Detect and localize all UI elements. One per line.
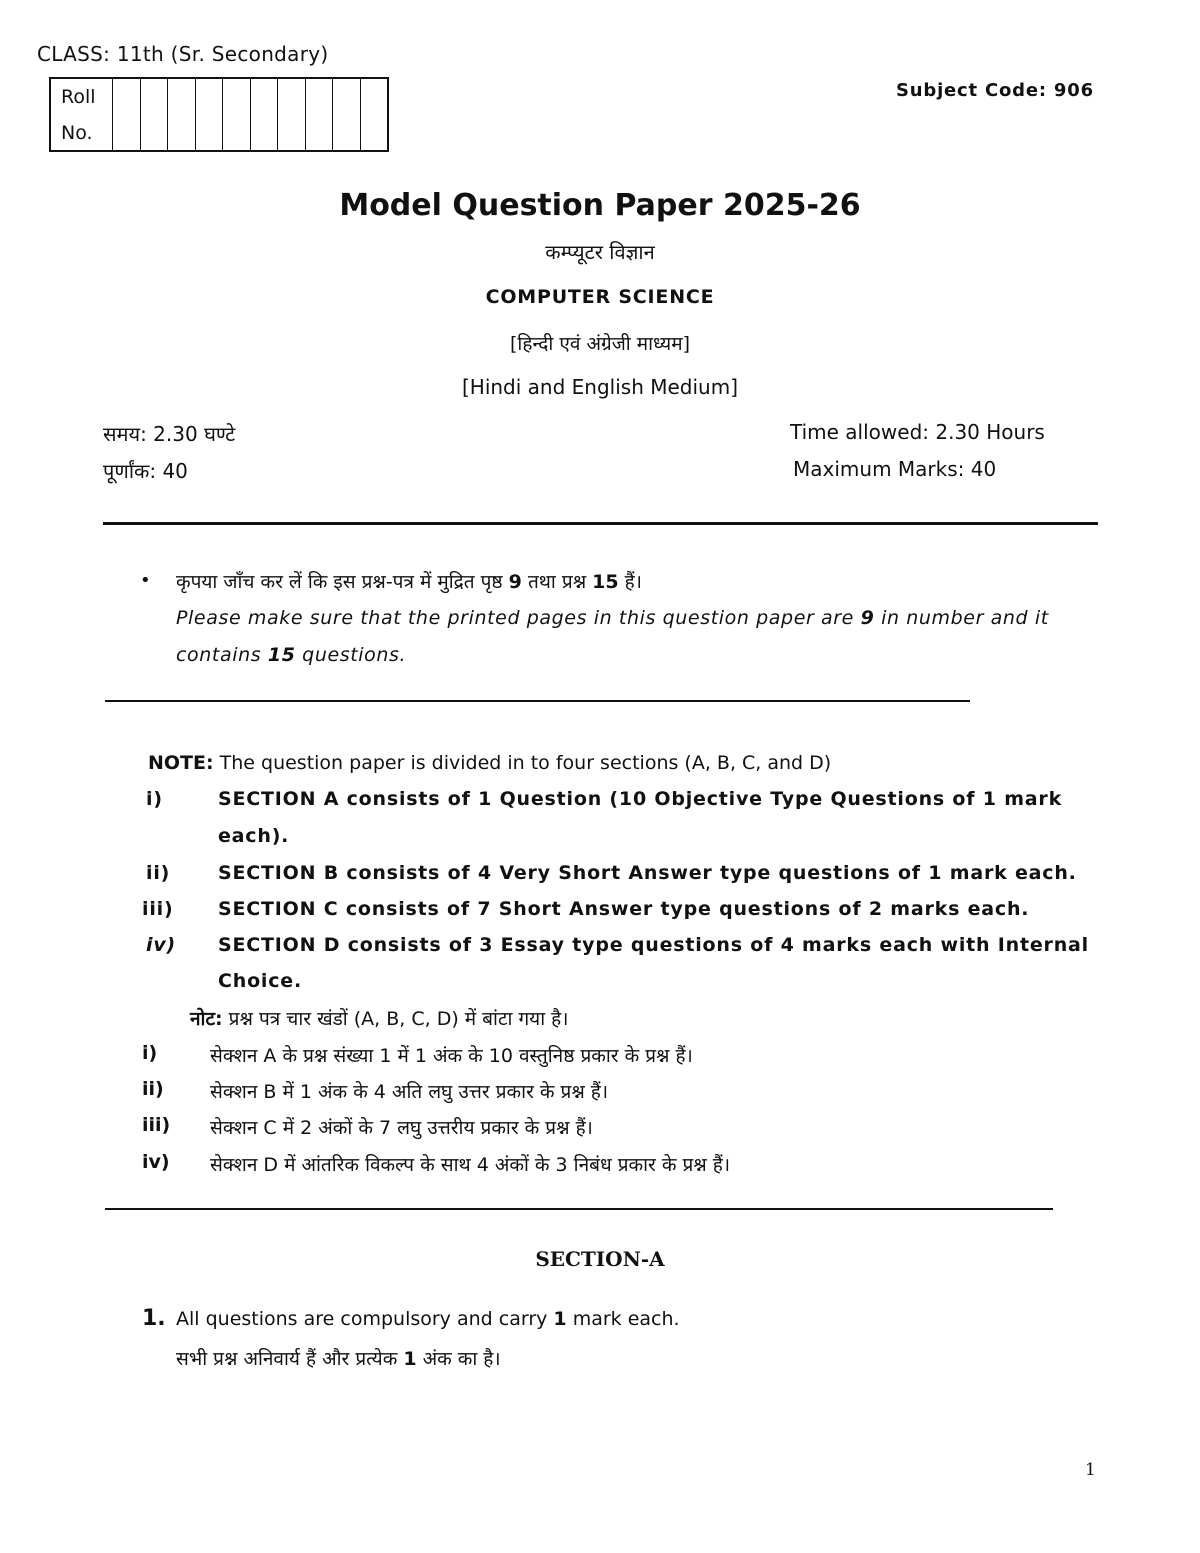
instruction-english-part: in number and it [874, 607, 1049, 629]
time-english: Time allowed: 2.30 Hours [790, 420, 1045, 444]
marks-hindi: पूर्णांक: 40 [103, 459, 188, 483]
roll-number-box[interactable] [49, 77, 389, 152]
instruction-hindi-part: कृपया जाँच कर लें कि इस प्रश्न-पत्र में मुद्रित पृष्ठ [176, 571, 509, 593]
roll-cell[interactable] [196, 79, 224, 150]
roll-cell[interactable] [223, 79, 251, 150]
divider-bottom [105, 1208, 1053, 1210]
roll-cell[interactable] [251, 79, 279, 150]
roll-label [51, 79, 113, 150]
medium-hindi: [हिन्दी एवं अंग्रेजी माध्यम] [510, 333, 690, 355]
roll-cell[interactable] [361, 79, 388, 150]
marks-english: Maximum Marks: 40 [793, 457, 997, 481]
section-a-heading: SECTION-A [535, 1247, 665, 1271]
note-hindi-text: सेक्शन A के प्रश्न संख्या 1 में 1 अंक के 10 वस्तुनिष्ठ प्रकार के प्रश्न हैं। [210, 1045, 693, 1067]
instruction-english-part: questions. [295, 644, 407, 666]
subject-title-hindi: कम्प्यूटर विज्ञान [545, 240, 655, 264]
note-intro-text: The question paper is divided in to four sections (A, B, C, and D) [213, 752, 832, 774]
question-english-part: All questions are compulsory and carry [176, 1308, 554, 1330]
instruction-hindi-questions: 15 [592, 571, 619, 593]
instruction-english-line-2 [176, 644, 406, 666]
question-text-hindi [176, 1345, 501, 1371]
note-hindi-text: सेक्शन C में 2 अंकों के 7 लघु उत्तरीय प्रकार के प्रश्न हैं। [210, 1117, 593, 1139]
instruction-english-part: Please make sure that the printed pages in this question paper are [176, 607, 861, 629]
note-hindi-text: सेक्शन D में आंतरिक विकल्प के साथ 4 अंकों के 3 निबंध प्रकार के प्रश्न हैं। [210, 1154, 731, 1176]
note-item-text: SECTION A consists of 1 Question (10 Objective Type Questions of 1 mark [218, 788, 1063, 810]
note-item-text: Choice. [218, 970, 303, 992]
note-intro-hindi [190, 1005, 568, 1031]
roll-cell[interactable] [141, 79, 169, 150]
medium-english: [Hindi and English Medium] [461, 375, 738, 399]
roll-cell[interactable] [278, 79, 306, 150]
question-english-part: mark each. [566, 1308, 680, 1330]
note-label-hindi: नोट: [190, 1008, 223, 1030]
note-hindi-num: i) [142, 1042, 158, 1064]
instruction-hindi-part: तथा प्रश्न [521, 571, 593, 593]
note-hindi-num: iii) [142, 1114, 171, 1136]
roll-label-line-1: Roll [61, 86, 96, 108]
question-hindi-part: अंक का है। [416, 1348, 501, 1370]
note-item-text: SECTION C consists of 7 Short Answer type questions of 2 marks each. [218, 898, 1030, 920]
instruction-english-questions: 15 [267, 644, 296, 666]
note-intro [148, 752, 831, 774]
paper-title: Model Question Paper 2025-26 [339, 188, 861, 223]
class-line: CLASS: 11th (Sr. Secondary) [37, 42, 329, 66]
subject-code: Subject Code: 906 [896, 80, 1094, 101]
roll-cell[interactable] [306, 79, 334, 150]
instruction-hindi-pages: 9 [508, 571, 522, 593]
note-item-text: SECTION B consists of 4 Very Short Answer type questions of 1 mark each. [218, 862, 1077, 884]
note-item-text: each). [218, 825, 290, 847]
question-number: 1. [142, 1306, 166, 1331]
instruction-english-pages: 9 [860, 607, 875, 629]
instruction-hindi [176, 568, 642, 594]
roll-cell[interactable] [168, 79, 196, 150]
instruction-english-line-1 [176, 607, 1049, 629]
note-item-text: SECTION D consists of 3 Essay type questions of 4 marks each with Internal [218, 934, 1089, 956]
note-item-num: iv) [146, 934, 176, 956]
roll-label-line-2: No. [61, 122, 93, 144]
divider-top [103, 522, 1098, 525]
question-hindi-part: सभी प्रश्न अनिवार्य हैं और प्रत्येक [176, 1348, 404, 1370]
note-hindi-num: iv) [142, 1151, 170, 1173]
divider-middle [105, 700, 970, 702]
subject-title-english: COMPUTER SCIENCE [485, 286, 715, 308]
roll-cell[interactable] [333, 79, 361, 150]
note-item-num: i) [146, 788, 163, 810]
note-intro-hindi-text: प्रश्न पत्र चार खंडों (A, B, C, D) में बांटा गया है। [222, 1008, 569, 1030]
note-item-num: iii) [142, 898, 174, 920]
note-label: NOTE: [148, 752, 214, 774]
question-text-english [176, 1308, 680, 1330]
instruction-bullet: • [140, 570, 151, 591]
page-number: 1 [1085, 1460, 1096, 1480]
question-hindi-mark: 1 [403, 1348, 417, 1370]
question-english-mark: 1 [553, 1308, 567, 1330]
instruction-english-part: contains [176, 644, 268, 666]
roll-cell[interactable] [113, 79, 141, 150]
note-hindi-num: ii) [142, 1078, 164, 1100]
note-hindi-text: सेक्शन B में 1 अंक के 4 अति लघु उत्तर प्रकार के प्रश्न हैं। [210, 1081, 609, 1103]
time-hindi: समय: 2.30 घण्टे [103, 422, 236, 446]
instruction-hindi-part: हैं। [618, 571, 642, 593]
note-item-num: ii) [146, 862, 171, 884]
